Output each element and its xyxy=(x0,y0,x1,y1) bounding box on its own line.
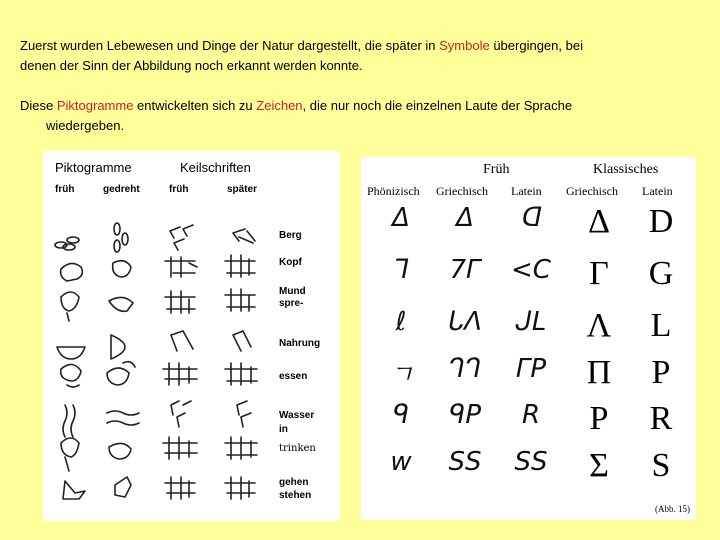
food-cuneiform-late-icon xyxy=(233,331,251,351)
glyph-greek-classic-4: Π xyxy=(586,354,612,391)
intro-paragraph-2 xyxy=(20,96,680,136)
glyph-latin-classic-5: R xyxy=(649,400,673,437)
glyph-greek-early-5: ᑫP xyxy=(448,400,482,430)
label-berg: Berg xyxy=(279,230,302,241)
alphabet-figure xyxy=(361,157,696,520)
col-latein-klassisch: Latein xyxy=(642,184,673,198)
glyph-phoenician-6: w xyxy=(390,447,412,477)
food-bowl-pictogram-icon xyxy=(57,347,85,359)
subheader-frueh: früh xyxy=(55,184,75,195)
drink-cuneiform-late-icon xyxy=(225,437,257,459)
mountain-cuneiform-early-icon xyxy=(170,225,193,250)
glyph-phoenician-5: ᑫ xyxy=(392,400,410,430)
walk-cuneiform-early-icon xyxy=(165,477,195,499)
glyph-greek-classic-5: P xyxy=(589,400,609,437)
label-wasser: Wasser xyxy=(279,410,315,421)
glyph-latin-early-4: ΓP xyxy=(515,354,547,384)
term-zeichen: Zeichen xyxy=(256,98,303,113)
header-piktogramme: Piktogramme xyxy=(55,160,132,175)
figure-caption: (Abb. 15) xyxy=(655,504,690,514)
glyph-greek-classic-3: Λ xyxy=(586,307,612,344)
intro-text: denen der Sinn der Abbildung noch erkannt werden konnte. xyxy=(20,58,363,73)
eat-rotated-icon xyxy=(107,362,135,385)
head-cuneiform-late-icon xyxy=(225,255,255,277)
water-pictogram-icon xyxy=(63,405,75,437)
glyph-greek-early-2: 7Γ xyxy=(449,255,481,285)
intro-paragraph-1 xyxy=(20,36,680,76)
walk-cuneiform-late-icon xyxy=(225,477,255,499)
label-essen: essen xyxy=(279,371,308,382)
glyph-greek-classic-2: Γ xyxy=(589,255,609,292)
eat-pictogram-icon xyxy=(61,364,81,387)
label-spre: spre- xyxy=(279,298,304,309)
cuneiform-figure xyxy=(43,151,340,521)
glyph-latin-classic-4: P xyxy=(651,354,671,391)
drink-cuneiform-early-icon xyxy=(163,437,197,459)
water-rotated-icon xyxy=(107,411,139,425)
mouth-rotated-icon xyxy=(109,297,133,311)
food-cuneiform-early-icon xyxy=(171,331,193,351)
glyph-greek-classic-1: Δ xyxy=(588,203,610,240)
walk-foot-rotated-icon xyxy=(115,477,131,497)
col-phoenizisch: Phönizisch xyxy=(367,184,420,198)
mouth-cuneiform-early-icon xyxy=(165,291,195,313)
term-symbole: Symbole xyxy=(439,38,490,53)
walk-foot-pictogram-icon xyxy=(63,481,85,499)
glyph-phoenician-1: Δ xyxy=(392,203,410,233)
label-mund: Mund xyxy=(279,286,306,297)
header-keilschriften: Keilschriften xyxy=(180,160,251,175)
label-gehen: gehen xyxy=(279,477,309,488)
drink-rotated-icon xyxy=(109,443,131,459)
glyph-phoenician-2: ᒣ xyxy=(393,255,409,285)
glyph-greek-early-6: ЅЅ xyxy=(448,447,482,477)
glyph-latin-early-2: <C xyxy=(511,255,551,285)
label-kopf: Kopf xyxy=(279,257,302,268)
water-cuneiform-late-icon xyxy=(237,401,251,427)
intro-text: Diese xyxy=(20,98,57,113)
intro-text: wiedergeben. xyxy=(46,118,125,133)
head-pictogram-icon xyxy=(61,263,83,281)
water-cuneiform-early-icon xyxy=(171,401,191,427)
term-piktogramme: Piktogramme xyxy=(56,98,134,113)
intro-text: übergingen, bei xyxy=(489,38,583,53)
glyph-greek-classic-6: Σ xyxy=(589,447,609,484)
mountain-pictogram-icon xyxy=(55,237,79,250)
glyph-latin-classic-6: S xyxy=(651,447,671,484)
intro-text: entwickelten sich zu xyxy=(133,98,257,113)
head-rotated-icon xyxy=(113,261,131,277)
glyph-latin-classic-2: G xyxy=(648,255,674,292)
intro-text: , die nur noch die einzelnen Laute der Sprache xyxy=(302,98,573,113)
glyph-phoenician-3: ℓ xyxy=(395,307,407,337)
glyph-latin-early-6: ЅS xyxy=(514,447,548,477)
glyph-phoenician-4: ㄱ xyxy=(388,360,414,390)
glyph-latin-classic-3: L xyxy=(650,307,672,344)
eat-cuneiform-early-icon xyxy=(163,363,197,385)
subheader-gedreht: gedreht xyxy=(103,184,140,195)
mountain-rotated-icon xyxy=(114,223,128,252)
label-trinken: trinken xyxy=(279,443,316,454)
glyph-latin-early-3: ᒍL xyxy=(515,307,547,337)
food-bowl-rotated-icon xyxy=(111,335,125,359)
intro-text: Zuerst wurden Lebewesen und Dinge der Natur dargestellt, die später in xyxy=(20,38,440,53)
mouth-pictogram-icon xyxy=(61,292,79,321)
subheader-spaeter: später xyxy=(227,184,258,195)
pictogram-drawings xyxy=(43,151,340,521)
col-latein-frueh: Latein xyxy=(511,184,542,198)
drink-pictogram-icon xyxy=(61,438,79,471)
label-stehen: stehen xyxy=(279,490,312,501)
mountain-cuneiform-late-icon xyxy=(233,229,255,243)
glyph-greek-early-1: Δ xyxy=(456,203,474,233)
mouth-cuneiform-late-icon xyxy=(225,289,255,311)
subheader-frueh-keil: früh xyxy=(169,184,189,195)
header-klassisches: Klassisches xyxy=(593,162,659,177)
glyph-latin-early-5: R xyxy=(521,400,541,430)
label-nahrung: Nahrung xyxy=(279,338,321,349)
glyph-greek-early-4: ᒉᒉ xyxy=(448,354,482,384)
label-in: in xyxy=(279,424,288,435)
glyph-latin-classic-1: D xyxy=(648,203,674,240)
col-griechisch-frueh: Griechisch xyxy=(436,184,488,198)
eat-cuneiform-late-icon xyxy=(225,363,257,385)
header-frueh: Früh xyxy=(483,162,510,177)
head-cuneiform-early-icon xyxy=(165,257,197,277)
col-griechisch-klassisch: Griechisch xyxy=(566,184,618,198)
glyph-greek-early-3: ᒐΛ xyxy=(447,307,483,337)
glyph-latin-early-1: ᗡ xyxy=(520,203,542,233)
